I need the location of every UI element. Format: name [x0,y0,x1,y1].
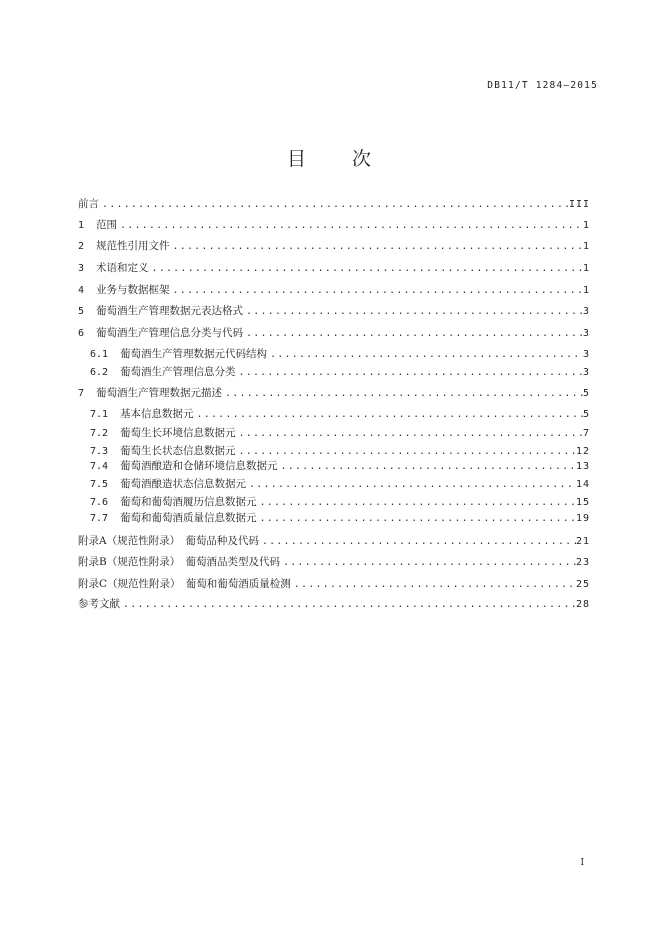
toc-section-title: 附录B（规范性附录） 葡萄酒品类型及代码 [78,556,280,568]
toc-page-number: 3 [582,306,590,317]
toc-section-title: 附录A（规范性附录） 葡萄品种及代码 [78,535,259,547]
toc-section-number: 7.4 [90,461,109,472]
toc-page-number: 3 [582,328,590,339]
toc-section-title: 葡萄酒生产管理信息分类与代码 [96,327,243,339]
toc-entry[interactable] [78,239,590,254]
toc-entry[interactable] [78,218,590,233]
toc-section-title: 葡萄和葡萄酒履历信息数据元 [120,496,257,508]
toc-dot-leader [243,327,583,341]
toc-page-number: 1 [582,263,590,274]
document-code: DB11/T 1284—2015 [487,80,598,91]
toc-page-number: 5 [582,409,590,420]
toc-section-number: 2 [78,241,85,252]
toc-page-number: 1 [582,220,590,231]
toc-dot-leader [120,598,576,612]
toc-section-number: 6.1 [90,349,109,360]
toc-section-title: 葡萄生长状态信息数据元 [120,445,236,457]
toc-section-title: 葡萄酒酿造状态信息数据元 [120,478,246,490]
toc-section-title: 葡萄酒生产管理数据元描述 [96,387,222,399]
toc-section-number: 6 [78,328,85,339]
toc-page-number: 15 [575,497,590,508]
toc-section-number: 3 [78,263,85,274]
toc-dot-leader [194,408,583,422]
toc-section-title: 前言 [78,198,99,210]
toc-entry[interactable] [78,386,590,401]
toc-dot-leader [278,460,576,474]
toc-section-number: 7.1 [90,409,109,420]
toc-entry[interactable] [78,304,590,319]
toc-entry[interactable] [78,426,590,441]
toc-page-number: 13 [575,461,590,472]
toc-entry[interactable] [78,326,590,341]
toc-dot-leader [99,198,569,212]
toc-section-title: 葡萄和葡萄酒质量信息数据元 [120,512,257,524]
toc-dot-leader [280,556,576,570]
toc-section-title: 葡萄生长环境信息数据元 [120,427,236,439]
toc-dot-leader [291,578,576,592]
toc-dot-leader [267,348,583,362]
toc-dot-leader [236,366,583,380]
toc-page-number: 5 [582,388,590,399]
toc-section-number: 7.7 [90,513,109,524]
toc-entry[interactable] [78,444,590,459]
toc-entry[interactable] [78,477,590,492]
toc-dot-leader [222,387,583,401]
toc-section-title: 葡萄酒生产管理数据元代码结构 [120,348,267,360]
toc-page-number: 7 [582,428,590,439]
toc-entry[interactable] [78,407,590,422]
toc-dot-leader [170,240,583,254]
toc-section-number: 7.6 [90,497,109,508]
toc-entry[interactable] [78,555,590,570]
toc-section-title: 业务与数据框架 [96,284,170,296]
toc-page-number: 3 [582,367,590,378]
toc-dot-leader [170,284,583,298]
toc-section-number: 7.2 [90,428,109,439]
toc-section-title: 葡萄酒生产管理数据元表达格式 [96,305,243,317]
toc-section-title: 术语和定义 [96,262,149,274]
toc-dot-leader [257,512,576,526]
toc-section-number: 4 [78,285,85,296]
toc-entry[interactable] [78,347,590,362]
toc-section-number: 7 [78,388,85,399]
toc-dot-leader [117,219,583,233]
page-title: 目 次 [286,148,392,170]
toc-page-number: 14 [575,479,590,490]
toc-page-number: 12 [575,446,590,457]
toc-entry[interactable] [78,577,590,592]
toc-entry[interactable] [78,261,590,276]
toc-page-number: 1 [582,285,590,296]
toc-entry[interactable] [78,283,590,298]
toc-page-number: III [568,199,590,210]
toc-section-title: 附录C（规范性附录） 葡萄和葡萄酒质量检测 [78,578,291,590]
toc-section-number: 1 [78,220,85,231]
toc-entry[interactable] [78,534,590,549]
toc-page-number: 3 [582,349,590,360]
toc-page-number: 28 [575,599,590,610]
toc-page-number: 25 [575,579,590,590]
toc-section-number: 5 [78,306,85,317]
toc-entry[interactable] [78,597,590,612]
toc-section-title: 葡萄酒酿造和仓储环境信息数据元 [120,460,278,472]
toc-entry[interactable] [78,495,590,510]
toc-entry[interactable] [78,365,590,380]
toc-dot-leader [236,427,583,441]
toc-dot-leader [257,496,576,510]
toc-section-title: 参考文献 [78,598,120,610]
toc-entry[interactable] [78,197,590,212]
toc-dot-leader [236,445,576,459]
toc-section-number: 6.2 [90,367,109,378]
toc-section-number: 7.3 [90,446,109,457]
toc-page-number: 23 [575,557,590,568]
toc-entry[interactable] [78,459,590,474]
page-number: I [580,858,584,868]
toc-section-title: 基本信息数据元 [120,408,194,420]
toc-section-title: 规范性引用文件 [96,240,170,252]
toc-dot-leader [149,262,583,276]
toc-section-title: 范围 [96,219,117,231]
toc-page-number: 19 [575,513,590,524]
toc-dot-leader [243,305,583,319]
toc-section-number: 7.5 [90,479,109,490]
toc-dot-leader [259,535,576,549]
toc-section-title: 葡萄酒生产管理信息分类 [120,366,236,378]
toc-page-number: 21 [575,536,590,547]
toc-entry[interactable] [78,511,590,526]
toc-dot-leader [246,478,576,492]
toc-page-number: 1 [582,241,590,252]
